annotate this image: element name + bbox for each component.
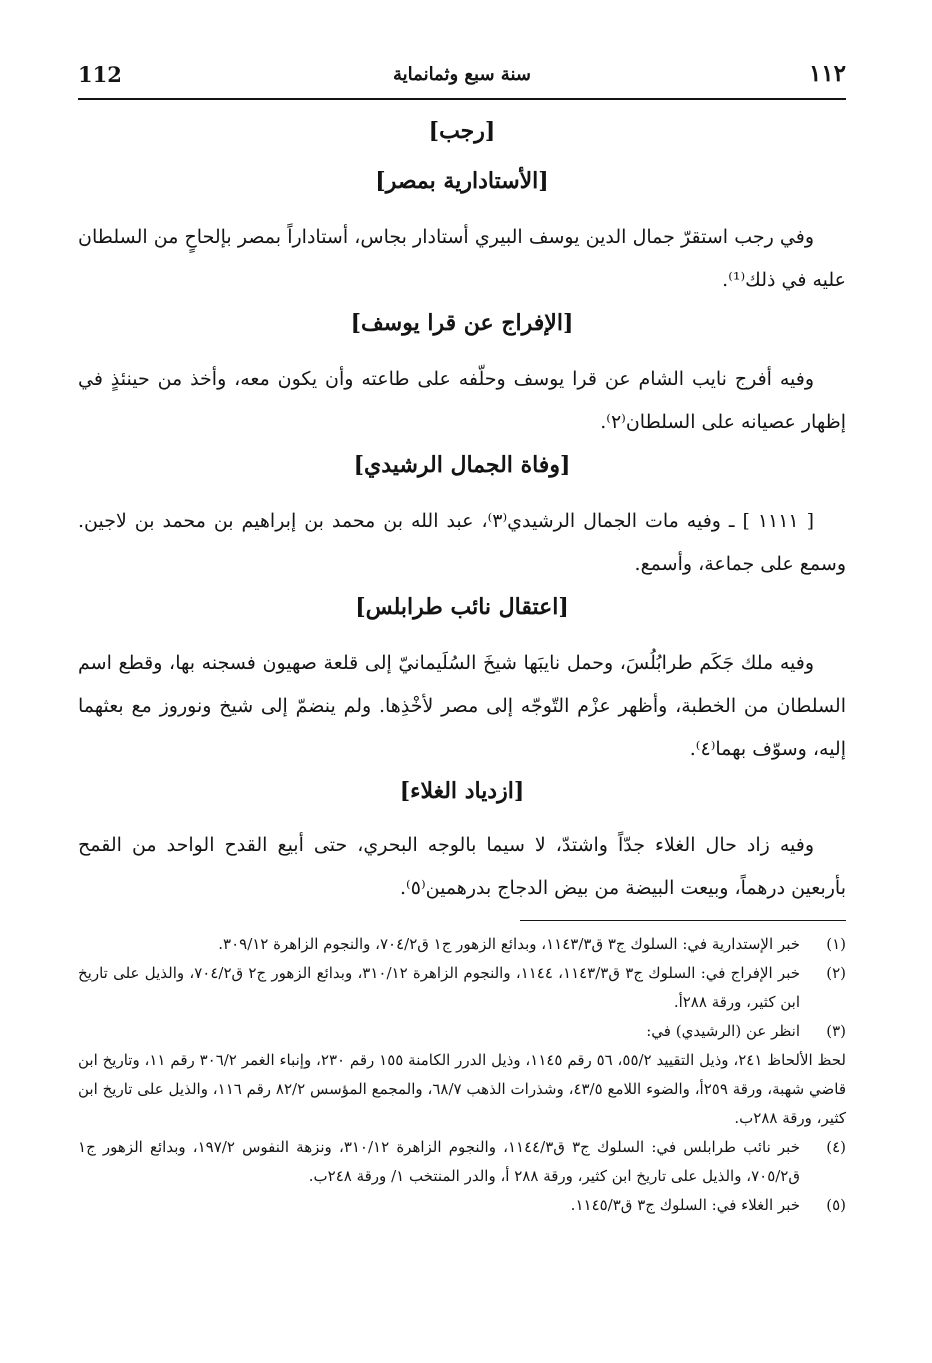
section-heading: [رجب] <box>428 118 496 144</box>
section-heading: [الإفراج عن قرا يوسف] <box>350 310 574 336</box>
footnote <box>78 959 846 1017</box>
section-paragraph: وفي رجب استقرّ جمال الدين يوسف البيري أستادار بجاس، أستاداراً بمصر بإلحاحٍ من السلطان عليه في ذلك⁽¹⁾. <box>78 226 846 291</box>
section-heading: [الأستادارية بمصر] <box>375 168 549 194</box>
footnote-text: خبر الإفراج في: السلوك ج٣ ق١١٤٣/٣، ١١٤٤، والنجوم الزاهرة ٣١٠/١٢، وبدائع الزهور ج٢ ق٧٠٤/٢، والذيل على تاريخ ابن كثير، ورقة ٢٨٨أ. <box>78 964 801 1011</box>
page-number-arabic: ١١٢ <box>808 60 846 87</box>
footnote-number: (٤) <box>826 1138 846 1156</box>
footnote <box>78 1191 846 1220</box>
section-heading: [اعتقال نائب طرابلس] <box>355 594 569 620</box>
section-paragraph: وفيه أفرج نايب الشام عن قرا يوسف وحلّفه على طاعته وأن يكون معه، وأخذ من حينئذٍ في إظهار عصيانه على السلطان⁽٢⁾. <box>78 368 846 433</box>
running-title: سنة سبع وثمانماية <box>393 64 531 85</box>
page-number-latin: 112 <box>78 62 122 87</box>
section-paragraph: وفيه ملك جَكَم طرابُلُسَ، وحمل نايبَها شيخَ السُلَيمانيّ إلى قلعة صهيون فسجنه بها، وقطع اسم السلطان من الخطبة، وأظهر عزْم التّوجّه إلى مصر لأخْذِها. ولم ينضمّ إلى شيخ ونوروز مع بعثهما إليه، وسوّف بهما⁽٤⁾. <box>78 652 846 760</box>
section-paragraph: وفيه زاد حال الغلاء جدّاً واشتدّ، لا سيما بالوجه البحري، حتى أبيع القدح الواحد من القمح بأربعين درهماً، وبيعت البيضة من بيض الدجاج بدرهمين⁽٥⁾. <box>78 834 846 899</box>
footnote <box>78 930 846 959</box>
footnotes <box>78 930 846 1220</box>
footnote-number: (٢) <box>826 964 846 982</box>
footnote-number: (٥) <box>826 1196 846 1214</box>
footnote-text: خبر الإستدارية في: السلوك ج٣ ق١١٤٣/٣، وبدائع الزهور ج١ ق٧٠٤/٢، والنجوم الزاهرة ٣٠٩/١٢. <box>218 935 800 953</box>
footnote-number: (١) <box>826 935 846 953</box>
footnote-divider <box>520 920 846 921</box>
section-paragraph: [ ١١١١ ] ـ وفيه مات الجمال الرشيدي⁽٣⁾، عبد الله بن محمد بن إبراهيم بن محمد بن لاجين. وسمع على جماعة، وأسمع. <box>78 510 846 575</box>
footnote-text: انظر عن (الرشيدي) في: <box>646 1022 800 1040</box>
section-heading: [ازدياد الغلاء] <box>399 778 525 804</box>
footnote-number: (٣) <box>826 1022 846 1040</box>
footnote-text: خبر الغلاء في: السلوك ج٣ ق١١٤٥/٣. <box>570 1196 800 1214</box>
footnote <box>78 1133 846 1191</box>
footnote <box>78 1017 846 1046</box>
section-heading: [وفاة الجمال الرشيدي] <box>353 452 571 478</box>
main-text <box>78 0 846 900</box>
footnote-continuation: لحظ الألحاظ ٢٤١، وذيل التقييد ٥٥/٢، ٥٦ رقم ١١٤٥، وذيل الدرر الكامنة ١٥٥ رقم ٢٣٠، وإنباء الغمر ٣٠٦/٢ رقم ١١، وتاريخ ابن قاضي شهبة، ورقة ٢٥٩أ، والضوء اللامع ٤٣/٥، وشذرات الذهب ٦٨/٧، والمجمع المؤسس ٨٢/٢ رقم ١١٦، والذيل على تاريخ ابن كثير، ورقة ٢٨٨ب. <box>78 1051 846 1127</box>
footnote-text: خبر نائب طرابلس في: السلوك ج٣ ق١١٤٤/٣، والنجوم الزاهرة ٣١٠/١٢، ونزهة النفوس ١٩٧/٢، وبدائع الزهور ج١ ق٧٠٥/٢، والذيل على تاريخ ابن كثير، ورقة ٢٨٨ أ، والدر المنتخب ١/ ورقة ٢٤٨ب. <box>78 1138 800 1185</box>
